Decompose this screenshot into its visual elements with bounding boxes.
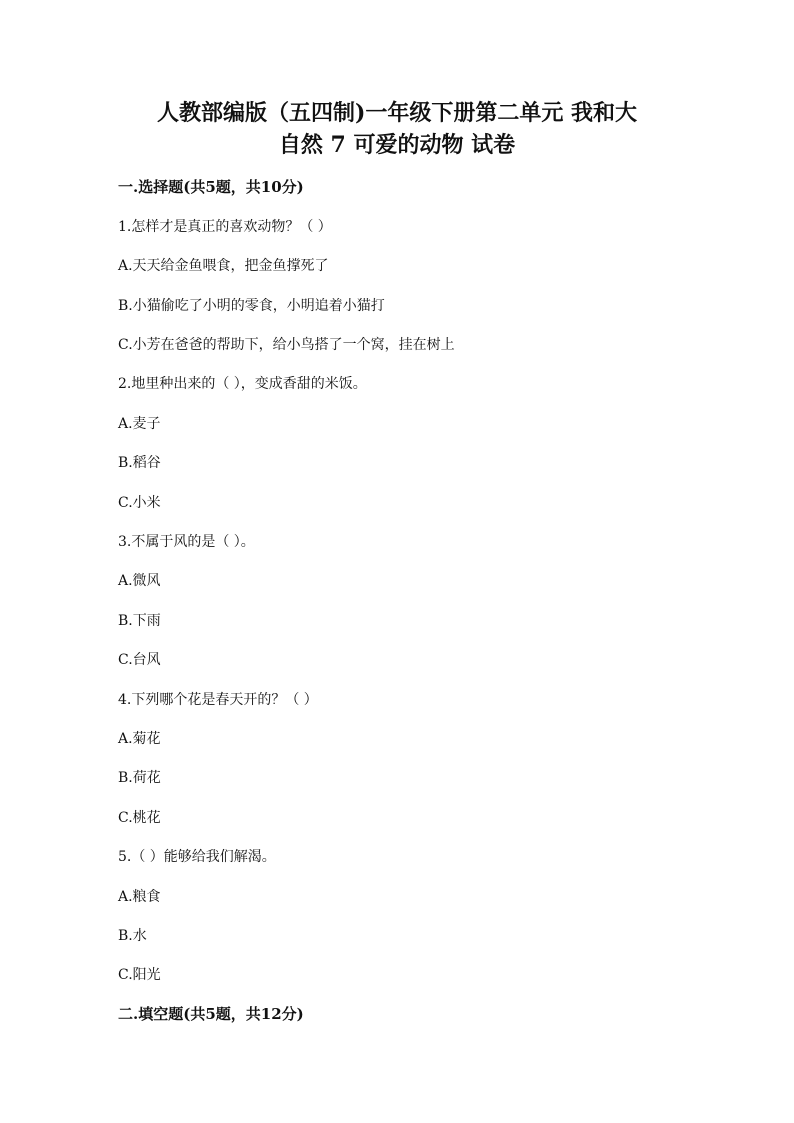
question-stem-4: 4.下列哪个花是春天开的？（ ）: [118, 692, 318, 708]
question-4-option-b: B.荷花: [118, 770, 161, 786]
question-3-option-a: A.微风: [118, 573, 161, 589]
exam-title-line-2: 自然 7 可爱的动物 试卷: [278, 132, 516, 158]
question-stem-3: 3.不属于风的是（ ）。: [118, 534, 255, 550]
question-4-option-a: A.菊花: [118, 731, 161, 747]
question-2-option-b: B.稻谷: [118, 455, 161, 471]
section-heading-choice: 一.选择题(共5题，共10分): [118, 178, 304, 196]
question-stem-1: 1.怎样才是真正的喜欢动物？（ ）: [118, 219, 332, 235]
question-2-option-c: C.小米: [118, 495, 161, 511]
question-stem-2: 2.地里种出来的（ ），变成香甜的米饭。: [118, 376, 367, 392]
exam-title-line-1: 人教部编版（五四制)一年级下册第二单元 我和大: [156, 100, 638, 126]
question-3-option-b: B.下雨: [118, 613, 161, 629]
question-1-option-a: A.天天给金鱼喂食，把金鱼撑死了: [118, 258, 329, 274]
question-1-option-c: C.小芳在爸爸的帮助下，给小鸟搭了一个窝，挂在树上: [118, 337, 455, 353]
question-stem-5: 5.（ ）能够给我们解渴。: [118, 849, 276, 865]
question-4-option-c: C.桃花: [118, 810, 161, 826]
question-5-option-a: A.粮食: [118, 889, 161, 905]
question-3-option-c: C.台风: [118, 652, 161, 668]
question-2-option-a: A.麦子: [118, 416, 161, 432]
question-5-option-b: B.水: [118, 928, 147, 944]
question-5-option-c: C.阳光: [118, 967, 161, 983]
section-heading-fill-in: 二.填空题(共5题，共12分): [118, 1005, 304, 1023]
question-1-option-b: B.小猫偷吃了小明的零食，小明追着小猫打: [118, 298, 385, 314]
